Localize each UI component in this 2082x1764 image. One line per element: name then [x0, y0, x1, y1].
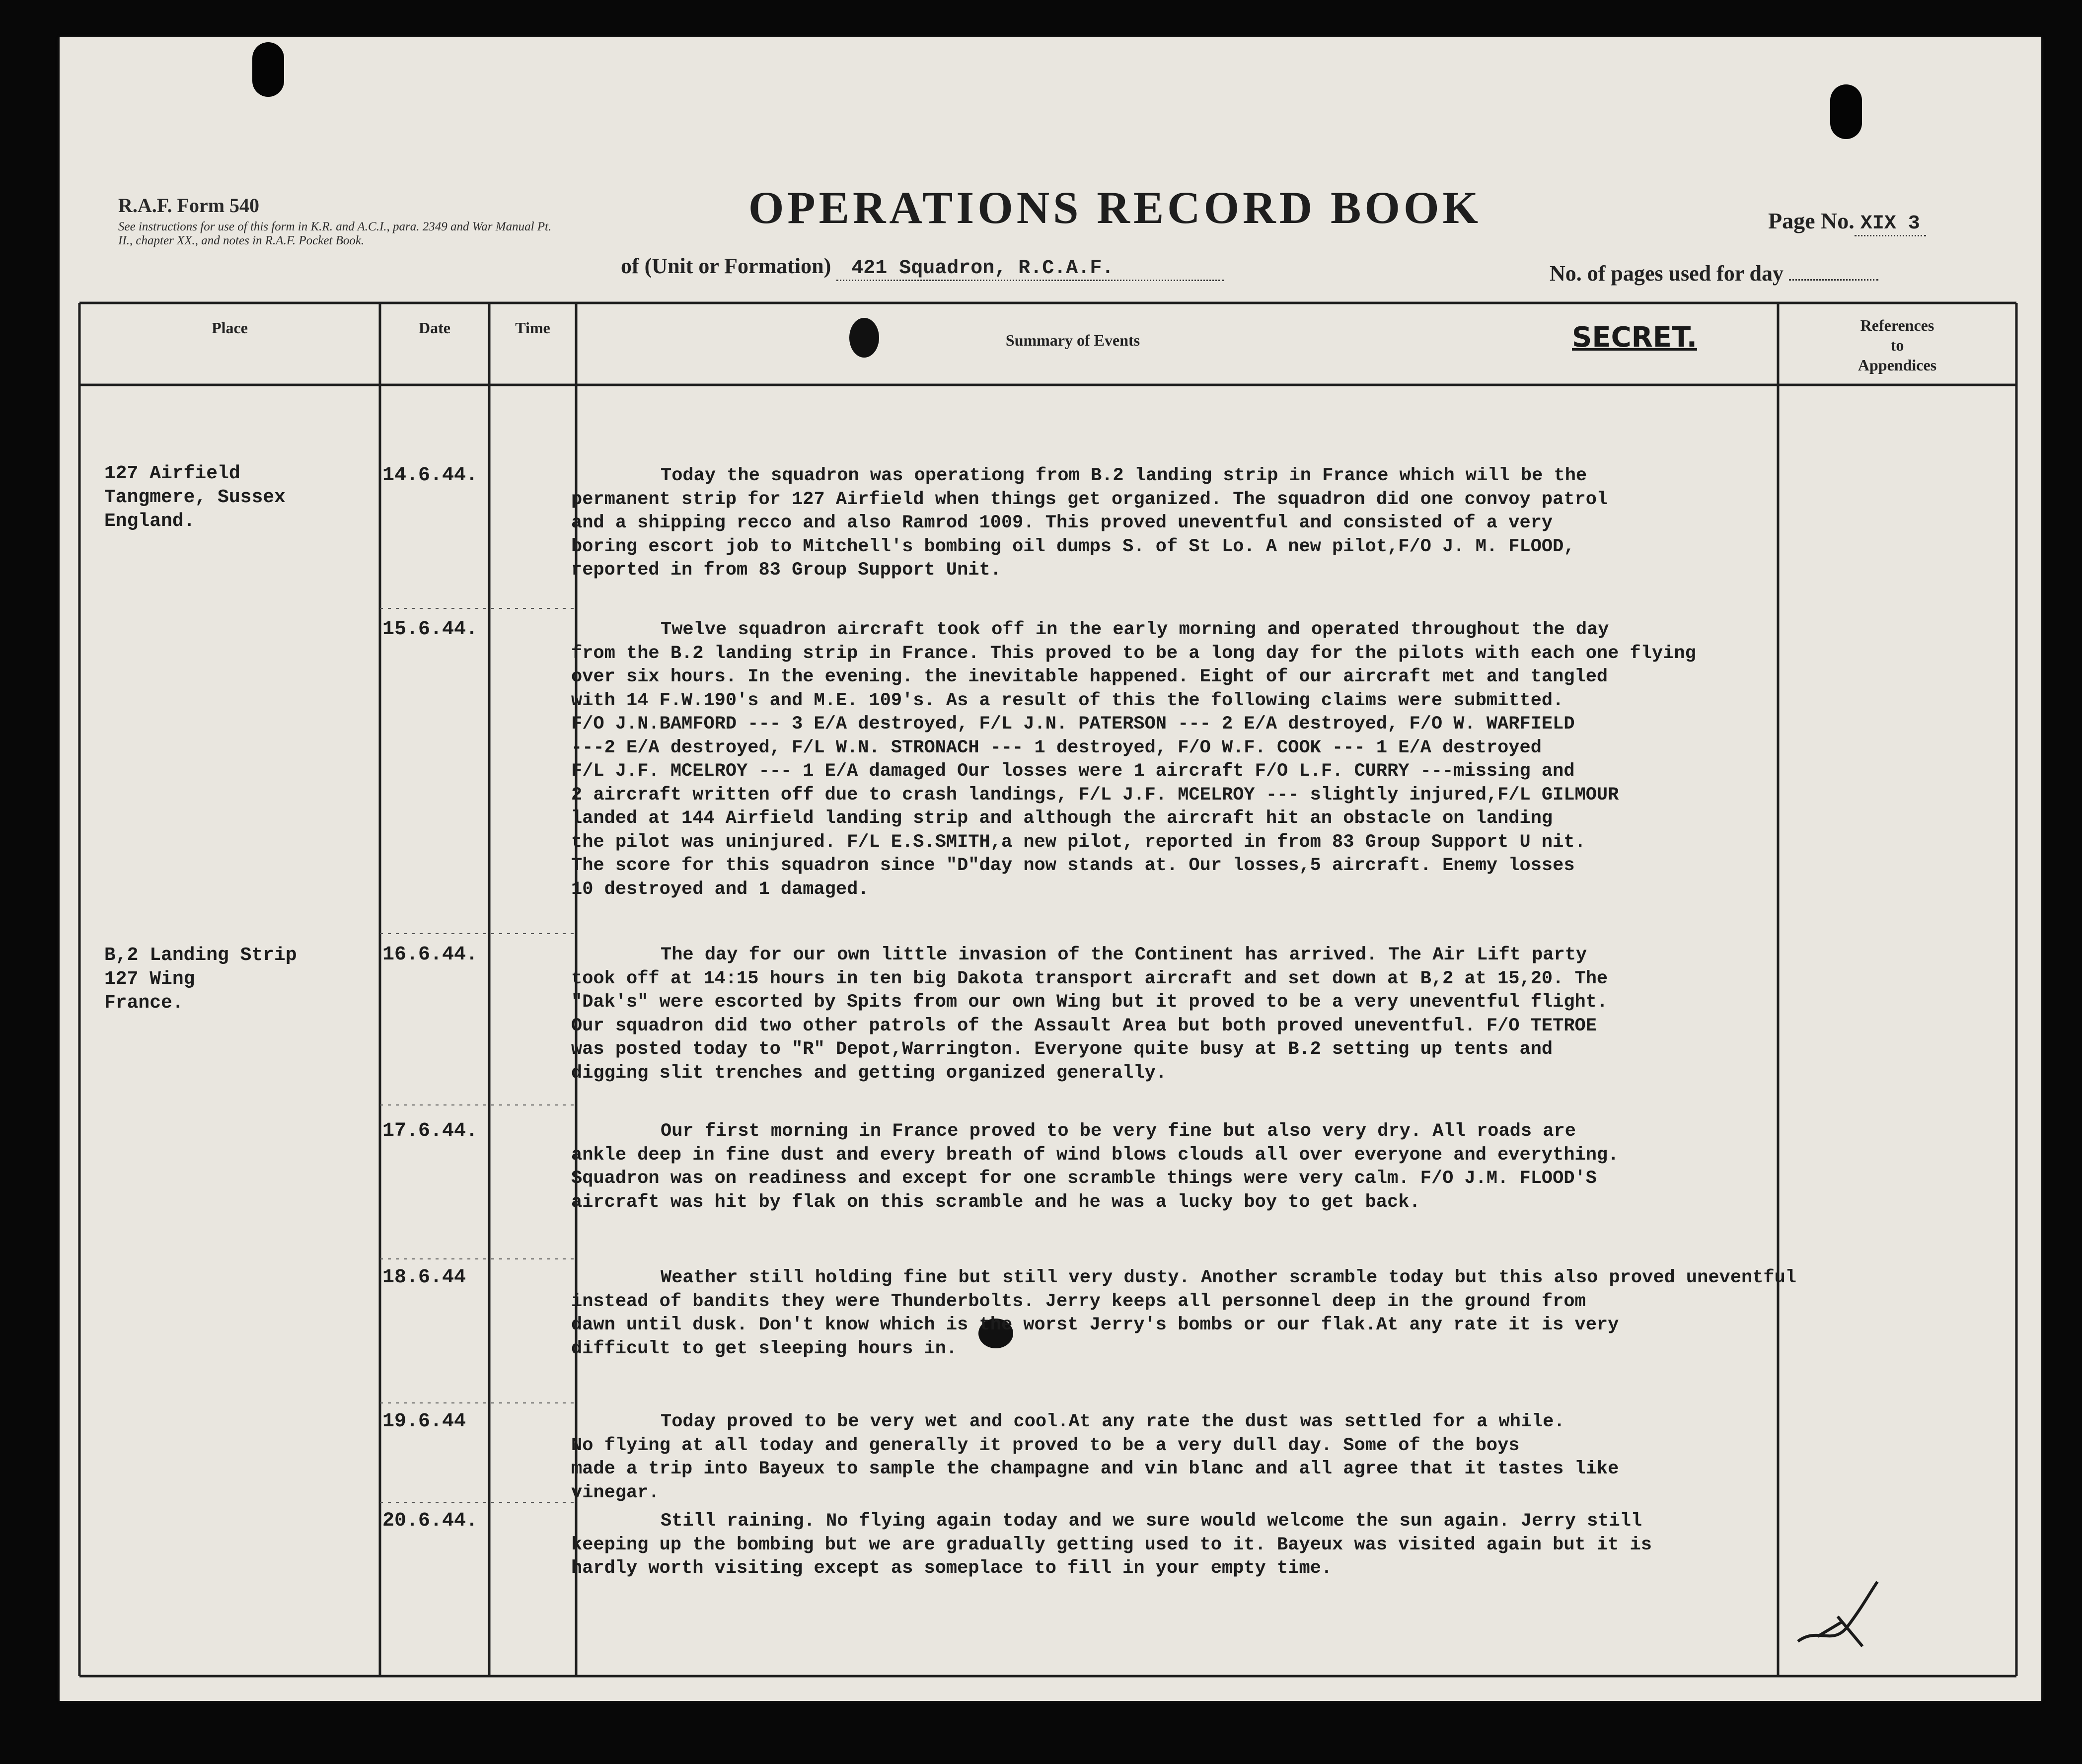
form-sheet — [60, 37, 2041, 1701]
unit-label: of (Unit or Formation) — [621, 254, 831, 278]
summary-line: permanent strip for 127 Airfield when things get organized. The squadron did one convoy patrol — [571, 489, 1608, 510]
pages-used-value — [1789, 279, 1878, 281]
summary-line: was posted today to "R" Depot,Warrington. Everyone quite busy at B.2 setting up tents and — [571, 1039, 1553, 1060]
summary-line: "Dak's" were escorted by Spits from our own Wing but it proved to be a very uneventful flight. — [571, 992, 1608, 1013]
secret-stamp: SECRET. — [1572, 321, 1698, 354]
summary-line: from the B.2 landing strip in France. This proved to be a long day for the pilots with each one flying — [571, 643, 1696, 664]
entry-summary — [571, 1266, 2031, 1361]
entry-date: 15.6.44. — [382, 618, 478, 641]
summary-line: Still raining. No flying again today and we sure would welcome the sun again. Jerry still — [661, 1511, 1642, 1532]
summary-line: F/O J.N.BAMFORD --- 3 E/A destroyed, F/L J.N. PATERSON --- 2 E/A destroyed, F/O W. WARFIELD — [571, 714, 1575, 735]
pages-used-label: No. of pages used for day — [1550, 261, 1784, 286]
summary-line: Weather still holding fine but still very dusty. Another scramble today but this also proved uneventful — [661, 1267, 1796, 1288]
summary-line: Today the squadron was operationg from B.2 landing strip in France which will be the — [661, 465, 1587, 486]
summary-line: Twelve squadron aircraft took off in the early morning and operated throughout the day — [661, 619, 1609, 640]
form-info — [118, 194, 615, 248]
signature-mark — [1788, 1567, 1887, 1656]
summary-line: 10 destroyed and 1 damaged. — [571, 879, 869, 900]
column-header-time: Time — [515, 319, 550, 337]
summary-line: hardly worth visiting except as someplace to fill in your empty time. — [571, 1558, 1333, 1579]
summary-line: the pilot was uninjured. F/L E.S.SMITH,a new pilot, reported in from 83 Group Support U nit. — [571, 831, 1586, 853]
column-header-references: References to Appendices — [1858, 316, 1937, 374]
summary-line: digging slit trenches and getting organized generally. — [571, 1062, 1167, 1084]
form-instructions: See instructions for use of this form in K.R. and A.C.I., para. 2349 and War Manual Pt. II., chapter XX., and notes in R.A.F. Pocket Book. — [118, 220, 552, 247]
summary-line: The score for this squadron since "D"day now stands at. Our losses,5 aircraft. Enemy losses — [571, 855, 1575, 876]
column-header-summary: Summary of Events — [1005, 331, 1140, 349]
entry-date: 19.6.44 — [382, 1410, 466, 1433]
summary-line: Today proved to be very wet and cool.At any rate the dust was settled for a while. — [661, 1411, 1565, 1432]
summary-line: made a trip into Bayeux to sample the champagne and vin blanc and all agree that it tastes like — [571, 1459, 1619, 1479]
summary-line: instead of bandits they were Thunderbolts. Jerry keeps all personnel deep in the ground from — [571, 1291, 1586, 1312]
summary-line: landed at 144 Airfield landing strip and although the aircraft hit an obstacle on landing — [571, 808, 1553, 829]
summary-line: ---2 E/A destroyed, F/L W.N. STRONACH --- 1 destroyed, F/O W.F. COOK --- 1 E/A destroyed — [571, 737, 1542, 758]
page-number-label: Page No. — [1768, 208, 1855, 233]
place-entry: 127 Airfield Tangmere, Sussex England. — [104, 463, 286, 532]
entry-date: 18.6.44 — [382, 1266, 466, 1289]
entry-date: 20.6.44. — [382, 1510, 478, 1532]
entry-date: 14.6.44. — [382, 464, 478, 487]
summary-line: difficult to get sleeping hours in. — [571, 1338, 958, 1359]
summary-line: Our squadron did two other patrols of the Assault Area but both proved uneventful. F/O TETROE — [571, 1015, 1597, 1036]
summary-line: over six hours. In the evening. the inevitable happened. Eight of our aircraft met and tangled — [571, 666, 1608, 687]
page-number — [1768, 208, 1926, 235]
summary-line: dawn until dusk. Don't know which is the worst Jerry's bombs or our flak.At any rate it is very — [571, 1315, 1619, 1335]
column-header-place: Place — [212, 319, 248, 337]
entry-date: 16.6.44. — [382, 944, 478, 966]
summary-line: The day for our own little invasion of the Continent has arrived. The Air Lift party — [661, 945, 1587, 965]
entry-summary — [571, 944, 2031, 1085]
place-entry: B,2 Landing Strip 127 Wing France. — [104, 945, 297, 1014]
page-title: OPERATIONS RECORD BOOK — [748, 182, 1482, 233]
form-number: R.A.F. Form 540 — [118, 194, 260, 217]
ink-blot — [849, 318, 879, 358]
page-number-value: XIX 3 — [1855, 213, 1926, 236]
summary-line: No flying at all today and generally it proved to be a very dull day. Some of the boys — [571, 1435, 1520, 1456]
summary-line: Our first morning in France proved to be very fine but also very dry. All roads are — [661, 1121, 1576, 1142]
summary-line: boring escort job to Mitchell's bombing oil dumps S. of St Lo. A new pilot,F/O J. M. FLOOD, — [571, 536, 1575, 557]
column-header-date: Date — [419, 319, 450, 337]
unit-line — [621, 253, 1224, 281]
summary-line: F/L J.F. MCELROY --- 1 E/A damaged Our losses were 1 aircraft F/O L.F. CURRY ---missing and — [571, 761, 1575, 782]
punch-hole-left — [252, 42, 284, 97]
entry-date: 17.6.44. — [382, 1120, 478, 1142]
entry-summary — [571, 1120, 2031, 1214]
summary-line: took off at 14:15 hours in ten big Dakota transport aircraft and set down at B,2 at 15,20. The — [571, 968, 1608, 989]
summary-line: reported in from 83 Group Support Unit. — [571, 560, 1001, 581]
summary-line: keeping up the bombing but we are gradually getting used to it. Bayeux was visited again but it is — [571, 1534, 1652, 1555]
entry-summary — [571, 464, 2031, 583]
summary-line: with 14 F.W.190's and M.E. 109's. As a result of this the following claims were submitted. — [571, 690, 1564, 711]
entry-summary — [571, 618, 2031, 901]
unit-value: 421 Squadron, R.C.A.F. — [836, 257, 1224, 281]
summary-line: vinegar. — [571, 1482, 660, 1503]
summary-line: ankle deep in fine dust and every breath of wind blows clouds all over everyone and everything. — [571, 1144, 1619, 1166]
entry-summary — [571, 1410, 2031, 1505]
punch-hole-right — [1830, 84, 1862, 139]
pages-used-line — [1550, 261, 1878, 286]
summary-line: aircraft was hit by flak on this scramble and he was a lucky boy to get back. — [571, 1191, 1420, 1213]
summary-line: 2 aircraft written off due to crash landings, F/L J.F. MCELROY --- slightly injured,F/L GILMOUR — [571, 784, 1619, 806]
summary-line: Squadron was on readiness and except for one scramble things were very calm. F/O J.M. FLOOD'S — [571, 1168, 1597, 1189]
summary-line: and a shipping recco and also Ramrod 1009. This proved uneventful and consisted of a very — [571, 513, 1553, 533]
